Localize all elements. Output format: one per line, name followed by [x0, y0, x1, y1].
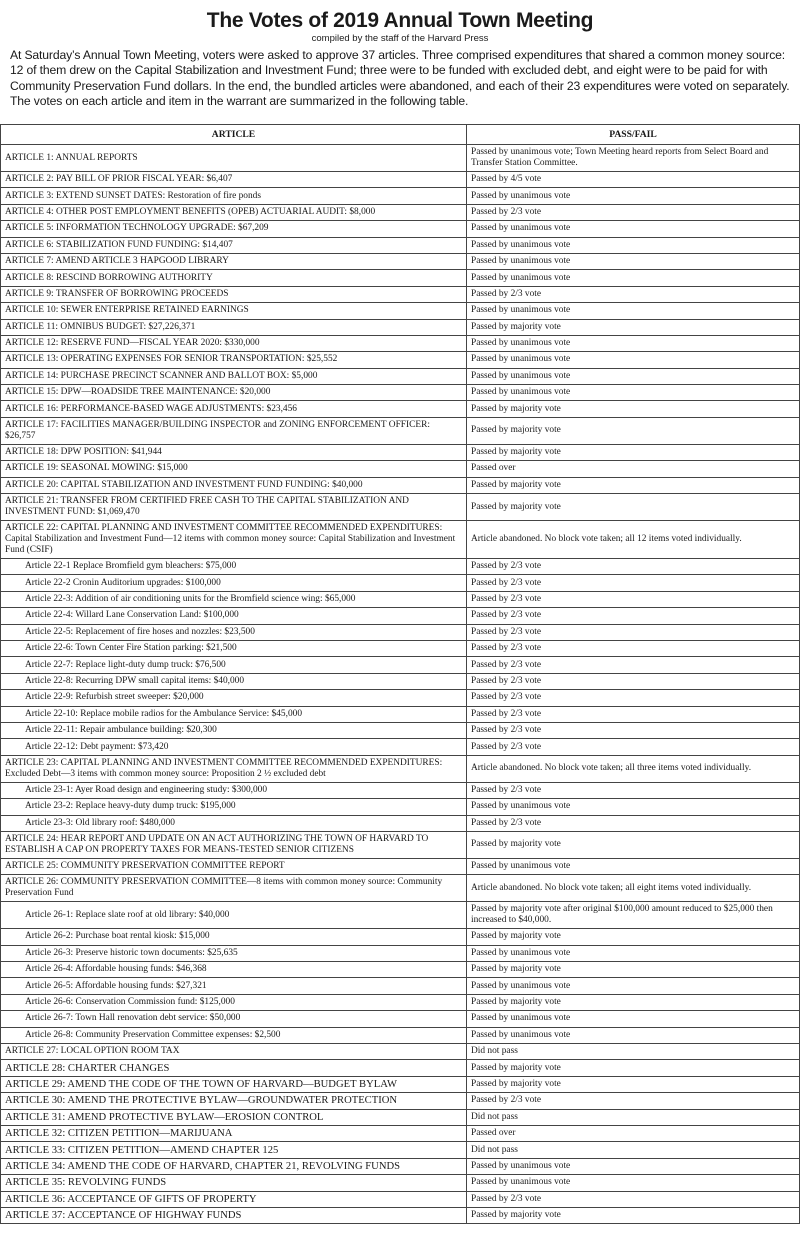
result-cell: Passed by unanimous vote	[467, 188, 800, 204]
result-cell: Passed by unanimous vote	[467, 1027, 800, 1043]
table-row	[1, 1207, 800, 1223]
result-cell: Passed by 2/3 vote	[467, 1093, 800, 1109]
article-cell: ARTICLE 11: OMNIBUS BUDGET: $27,226,371	[1, 319, 467, 335]
result-cell: Article abandoned. No block vote taken; all eight items voted individually.	[467, 875, 800, 902]
table-row	[1, 1044, 800, 1060]
result-cell: Passed by 2/3 vote	[467, 286, 800, 302]
result-cell: Article abandoned. No block vote taken; all three items voted individually.	[467, 755, 800, 782]
result-cell: Passed by 2/3 vote	[467, 690, 800, 706]
article-cell: ARTICLE 9: TRANSFER OF BORROWING PROCEEDS	[1, 286, 467, 302]
sub-item-cell: Article 22-8: Recurring DPW small capital items: $40,000	[1, 673, 467, 689]
table-row	[1, 444, 800, 460]
sub-item-cell: Article 26-4: Affordable housing funds: $46,368	[1, 962, 467, 978]
table-row	[1, 799, 800, 815]
sub-item-cell: Article 26-8: Community Preservation Committee expenses: $2,500	[1, 1027, 467, 1043]
result-cell: Passed by 2/3 vote	[467, 1191, 800, 1207]
result-cell: Passed by unanimous vote	[467, 303, 800, 319]
article-cell: ARTICLE 17: FACILITIES MANAGER/BUILDING INSPECTOR and ZONING ENFORCEMENT OFFICER: $26,757	[1, 417, 467, 444]
column-header-article: ARTICLE	[1, 125, 467, 145]
table-row	[1, 690, 800, 706]
table-row	[1, 858, 800, 874]
article-cell: ARTICLE 22: CAPITAL PLANNING AND INVESTMENT COMMITTEE RECOMMENDED EXPENDITURES: Capital Stabilization and Investment Fund—12 items with common money source: Capital Stabilization and Investment Fund (CSIF)	[1, 521, 467, 559]
table-row	[1, 237, 800, 253]
result-cell: Passed by majority vote	[467, 1076, 800, 1092]
table-row	[1, 221, 800, 237]
article-cell: ARTICLE 25: COMMUNITY PRESERVATION COMMITTEE REPORT	[1, 858, 467, 874]
table-row	[1, 286, 800, 302]
article-cell: ARTICLE 5: INFORMATION TECHNOLOGY UPGRADE: $67,209	[1, 221, 467, 237]
result-cell: Passed by unanimous vote	[467, 253, 800, 269]
table-row	[1, 1060, 800, 1076]
sub-item-cell: Article 22-2 Cronin Auditorium upgrades: $100,000	[1, 575, 467, 591]
table-body	[1, 145, 800, 1224]
sub-item-cell: Article 26-7: Town Hall renovation debt service: $50,000	[1, 1011, 467, 1027]
result-cell: Passed by unanimous vote	[467, 858, 800, 874]
table-row	[1, 494, 800, 521]
result-cell: Passed by majority vote	[467, 494, 800, 521]
result-cell: Passed by unanimous vote	[467, 237, 800, 253]
result-cell: Passed by 2/3 vote	[467, 591, 800, 607]
result-cell: Passed by unanimous vote	[467, 945, 800, 961]
result-cell: Passed by unanimous vote; Town Meeting heard reports from Select Board and Transfer Station Committee.	[467, 145, 800, 172]
result-cell: Passed by 2/3 vote	[467, 640, 800, 656]
result-cell: Passed by 2/3 vote	[467, 204, 800, 220]
result-cell: Passed by unanimous vote	[467, 352, 800, 368]
page-title: The Votes of 2019 Annual Town Meeting	[206, 9, 594, 32]
result-cell: Passed by majority vote	[467, 994, 800, 1010]
article-cell: ARTICLE 13: OPERATING EXPENSES FOR SENIOR TRANSPORTATION: $25,552	[1, 352, 467, 368]
table-row	[1, 401, 800, 417]
article-cell: ARTICLE 34: AMEND THE CODE OF HARVARD, CHAPTER 21, REVOLVING FUNDS	[1, 1158, 467, 1174]
article-cell: ARTICLE 21: TRANSFER FROM CERTIFIED FREE CASH TO THE CAPITAL STABILIZATION AND INVESTMENT FUND: $1,069,470	[1, 494, 467, 521]
sub-item-cell: Article 26-3: Preserve historic town documents: $25,635	[1, 945, 467, 961]
result-cell: Passed by 2/3 vote	[467, 706, 800, 722]
result-cell: Passed by majority vote	[467, 401, 800, 417]
table-row	[1, 994, 800, 1010]
result-cell: Passed by 2/3 vote	[467, 575, 800, 591]
table-row	[1, 782, 800, 798]
table-row	[1, 875, 800, 902]
table-row	[1, 815, 800, 831]
article-cell: ARTICLE 8: RESCIND BORROWING AUTHORITY	[1, 270, 467, 286]
result-cell: Passed by majority vote	[467, 1207, 800, 1223]
result-cell: Passed by 2/3 vote	[467, 673, 800, 689]
article-cell: ARTICLE 27: LOCAL OPTION ROOM TAX	[1, 1044, 467, 1060]
result-cell: Passed by 2/3 vote	[467, 657, 800, 673]
result-cell: Did not pass	[467, 1109, 800, 1125]
result-cell: Passed by 4/5 vote	[467, 172, 800, 188]
table-row	[1, 640, 800, 656]
article-cell: ARTICLE 6: STABILIZATION FUND FUNDING: $14,407	[1, 237, 467, 253]
table-row	[1, 253, 800, 269]
result-cell: Passed by unanimous vote	[467, 978, 800, 994]
table-row	[1, 831, 800, 858]
article-cell: ARTICLE 30: AMEND THE PROTECTIVE BYLAW—GROUNDWATER PROTECTION	[1, 1093, 467, 1109]
article-cell: ARTICLE 12: RESERVE FUND—FISCAL YEAR 2020: $330,000	[1, 335, 467, 351]
sub-item-cell: Article 22-11: Repair ambulance building: $20,300	[1, 722, 467, 738]
sub-item-cell: Article 22-10: Replace mobile radios for the Ambulance Service: $45,000	[1, 706, 467, 722]
article-cell: ARTICLE 16: PERFORMANCE-BASED WAGE ADJUSTMENTS: $23,456	[1, 401, 467, 417]
table-row	[1, 657, 800, 673]
result-cell: Passed over	[467, 1125, 800, 1141]
sub-item-cell: Article 23-3: Old library roof: $480,000	[1, 815, 467, 831]
table-row	[1, 739, 800, 755]
table-row	[1, 188, 800, 204]
result-cell: Passed by majority vote	[467, 319, 800, 335]
sub-item-cell: Article 26-2: Purchase boat rental kiosk: $15,000	[1, 929, 467, 945]
result-cell: Article abandoned. No block vote taken; all 12 items voted individually.	[467, 521, 800, 559]
table-row	[1, 417, 800, 444]
sub-item-cell: Article 26-6: Conservation Commission fund: $125,000	[1, 994, 467, 1010]
table-row	[1, 978, 800, 994]
table-row	[1, 385, 800, 401]
sub-item-cell: Article 22-5: Replacement of fire hoses and nozzles: $23,500	[1, 624, 467, 640]
result-cell: Passed by 2/3 vote	[467, 608, 800, 624]
table-row	[1, 962, 800, 978]
table-row	[1, 368, 800, 384]
result-cell: Passed by unanimous vote	[467, 270, 800, 286]
table-row	[1, 1093, 800, 1109]
result-cell: Passed by unanimous vote	[467, 368, 800, 384]
article-cell: ARTICLE 15: DPW—ROADSIDE TREE MAINTENANCE: $20,000	[1, 385, 467, 401]
article-cell: ARTICLE 4: OTHER POST EMPLOYMENT BENEFITS (OPEB) ACTUARIAL AUDIT: $8,000	[1, 204, 467, 220]
table-row	[1, 559, 800, 575]
table-row	[1, 1125, 800, 1141]
article-cell: ARTICLE 20: CAPITAL STABILIZATION AND INVESTMENT FUND FUNDING: $40,000	[1, 477, 467, 493]
sub-item-cell: Article 26-1: Replace slate roof at old library: $40,000	[1, 902, 467, 929]
article-cell: ARTICLE 19: SEASONAL MOWING: $15,000	[1, 461, 467, 477]
table-row	[1, 303, 800, 319]
result-cell: Passed by unanimous vote	[467, 1175, 800, 1191]
table-header-row	[1, 125, 800, 145]
result-cell: Passed by unanimous vote	[467, 385, 800, 401]
article-cell: ARTICLE 28: CHARTER CHANGES	[1, 1060, 467, 1076]
table-row	[1, 929, 800, 945]
table-row	[1, 706, 800, 722]
votes-table	[0, 124, 800, 1224]
article-cell: ARTICLE 33: CITIZEN PETITION—AMEND CHAPTER 125	[1, 1142, 467, 1158]
result-cell: Passed by 2/3 vote	[467, 739, 800, 755]
table-row	[1, 319, 800, 335]
result-cell: Passed by 2/3 vote	[467, 559, 800, 575]
result-cell: Did not pass	[467, 1142, 800, 1158]
article-cell: ARTICLE 3: EXTEND SUNSET DATES: Restoration of fire ponds	[1, 188, 467, 204]
article-cell: ARTICLE 10: SEWER ENTERPRISE RETAINED EARNINGS	[1, 303, 467, 319]
result-cell: Passed by majority vote	[467, 444, 800, 460]
table-row	[1, 755, 800, 782]
column-header-pass-fail: PASS/FAIL	[467, 125, 800, 145]
table-row	[1, 1076, 800, 1092]
table-row	[1, 1109, 800, 1125]
sub-item-cell: Article 22-3: Addition of air conditioning units for the Bromfield science wing: $65,000	[1, 591, 467, 607]
table-row	[1, 352, 800, 368]
sub-item-cell: Article 22-7: Replace light-duty dump truck: $76,500	[1, 657, 467, 673]
table-row	[1, 722, 800, 738]
result-cell: Passed over	[467, 461, 800, 477]
result-cell: Passed by unanimous vote	[467, 1158, 800, 1174]
table-row	[1, 945, 800, 961]
article-cell: ARTICLE 36: ACCEPTANCE OF GIFTS OF PROPERTY	[1, 1191, 467, 1207]
article-cell: ARTICLE 14: PURCHASE PRECINCT SCANNER AND BALLOT BOX: $5,000	[1, 368, 467, 384]
result-cell: Passed by majority vote	[467, 417, 800, 444]
table-row	[1, 1191, 800, 1207]
table-row	[1, 624, 800, 640]
article-cell: ARTICLE 23: CAPITAL PLANNING AND INVESTMENT COMMITTEE RECOMMENDED EXPENDITURES: Excluded Debt—3 items with common money source: Proposition 2 ½ excluded debt	[1, 755, 467, 782]
sub-item-cell: Article 22-9: Refurbish street sweeper: $20,000	[1, 690, 467, 706]
result-cell: Passed by unanimous vote	[467, 1011, 800, 1027]
result-cell: Passed by 2/3 vote	[467, 624, 800, 640]
table-row	[1, 902, 800, 929]
result-cell: Passed by majority vote	[467, 929, 800, 945]
intro-paragraph: At Saturday’s Annual Town Meeting, voters were asked to approve 37 articles. Three comprised expenditures that shared a common money source: 12 of them drew on the Capital Stabilization and Investment Fund; three were to be funded with excluded debt, and eight were to be paid for with Community Preservation Fund dollars. In the end, the bundled articles were abandoned, and each of their 23 expenditures were voted on separately. The votes on each article and item in the warrant are summarized in the following table.	[10, 48, 790, 109]
article-cell: ARTICLE 24: HEAR REPORT AND UPDATE ON AN ACT AUTHORIZING THE TOWN OF HARVARD TO ESTABLISH A CAP ON PROPERTY TAXES FOR MEANS-TESTED SENIOR CITIZENS	[1, 831, 467, 858]
result-cell: Passed by majority vote	[467, 962, 800, 978]
result-cell: Passed by 2/3 vote	[467, 722, 800, 738]
article-cell: ARTICLE 29: AMEND THE CODE OF THE TOWN OF HARVARD—BUDGET BYLAW	[1, 1076, 467, 1092]
article-cell: ARTICLE 32: CITIZEN PETITION—MARIJUANA	[1, 1125, 467, 1141]
article-cell: ARTICLE 35: REVOLVING FUNDS	[1, 1175, 467, 1191]
article-cell: ARTICLE 7: AMEND ARTICLE 3 HAPGOOD LIBRARY	[1, 253, 467, 269]
result-cell: Passed by unanimous vote	[467, 221, 800, 237]
sub-item-cell: Article 23-2: Replace heavy-duty dump truck: $195,000	[1, 799, 467, 815]
result-cell: Passed by 2/3 vote	[467, 782, 800, 798]
sub-item-cell: Article 26-5: Affordable housing funds: $27,321	[1, 978, 467, 994]
result-cell: Passed by unanimous vote	[467, 799, 800, 815]
sub-item-cell: Article 22-4: Willard Lane Conservation Land: $100,000	[1, 608, 467, 624]
result-cell: Did not pass	[467, 1044, 800, 1060]
table-row	[1, 1027, 800, 1043]
article-cell: ARTICLE 26: COMMUNITY PRESERVATION COMMITTEE—8 items with common money source: Community Preservation Fund	[1, 875, 467, 902]
table-row	[1, 477, 800, 493]
article-cell: ARTICLE 37: ACCEPTANCE OF HIGHWAY FUNDS	[1, 1207, 467, 1223]
article-cell: ARTICLE 2: PAY BILL OF PRIOR FISCAL YEAR: $6,407	[1, 172, 467, 188]
table-row	[1, 270, 800, 286]
table-row	[1, 608, 800, 624]
sub-item-cell: Article 22-1 Replace Bromfield gym bleachers: $75,000	[1, 559, 467, 575]
result-cell: Passed by majority vote	[467, 831, 800, 858]
result-cell: Passed by 2/3 vote	[467, 815, 800, 831]
table-row	[1, 575, 800, 591]
table-row	[1, 1011, 800, 1027]
table-row	[1, 335, 800, 351]
table-row	[1, 673, 800, 689]
table-row	[1, 145, 800, 172]
table-row	[1, 172, 800, 188]
result-cell: Passed by unanimous vote	[467, 335, 800, 351]
table-row	[1, 1158, 800, 1174]
table-row	[1, 591, 800, 607]
table-row	[1, 1142, 800, 1158]
table-row	[1, 461, 800, 477]
table-row	[1, 521, 800, 559]
result-cell: Passed by majority vote	[467, 1060, 800, 1076]
article-cell: ARTICLE 31: AMEND PROTECTIVE BYLAW—EROSION CONTROL	[1, 1109, 467, 1125]
article-cell: ARTICLE 1: ANNUAL REPORTS	[1, 145, 467, 172]
result-cell: Passed by majority vote	[467, 477, 800, 493]
sub-item-cell: Article 22-12: Debt payment: $73,420	[1, 739, 467, 755]
table-row	[1, 1175, 800, 1191]
sub-item-cell: Article 23-1: Ayer Road design and engineering study: $300,000	[1, 782, 467, 798]
table-row	[1, 204, 800, 220]
byline: compiled by the staff of the Harvard Press	[311, 33, 489, 44]
sub-item-cell: Article 22-6: Town Center Fire Station parking: $21,500	[1, 640, 467, 656]
result-cell: Passed by majority vote after original $100,000 amount reduced to $25,000 then increased to $40,000.	[467, 902, 800, 929]
article-cell: ARTICLE 18: DPW POSITION: $41,944	[1, 444, 467, 460]
